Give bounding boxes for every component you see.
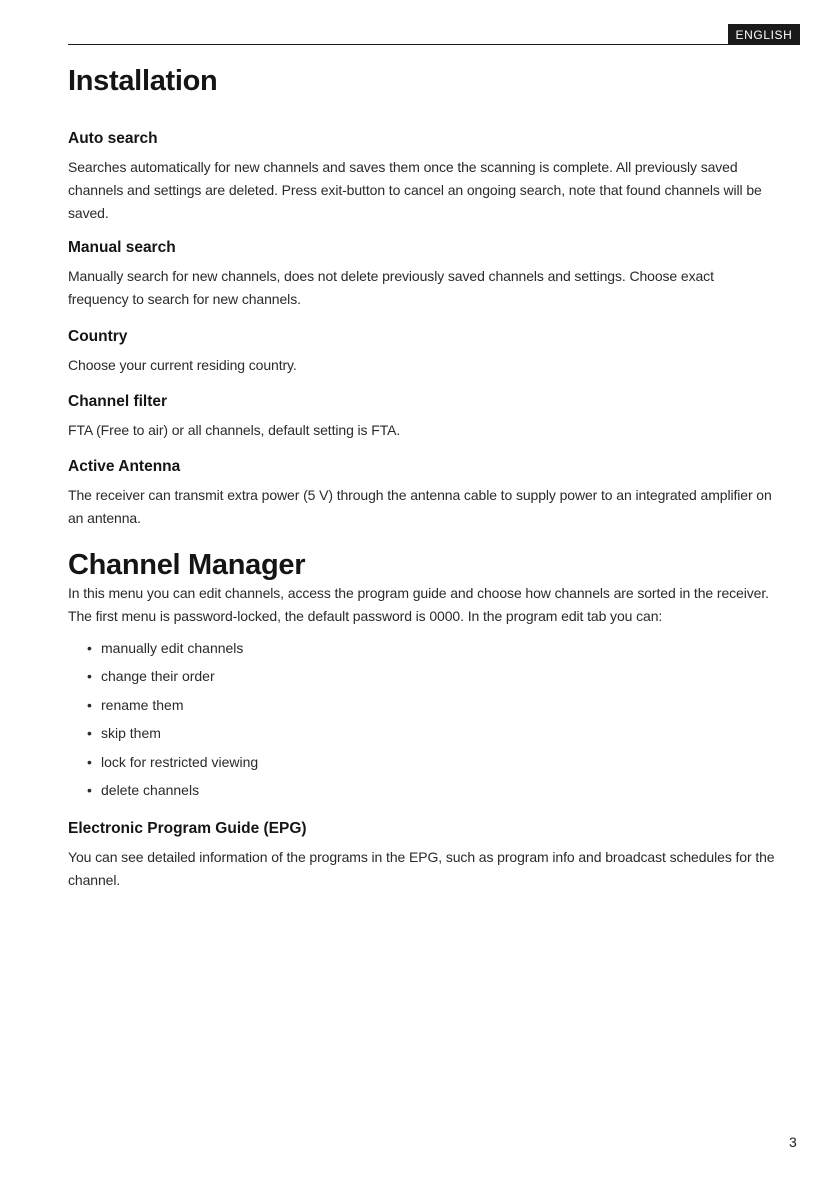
epg-text: You can see detailed information of the programs in the EPG, such as program info and broadcast schedules for the channel. xyxy=(68,849,775,889)
auto-search-text: Searches automatically for new channels and saves them once the scanning is complete. All previously saved channels and settings are deleted. Press exit-button to cancel an ongoing search, note that found channels will be saved. xyxy=(68,159,762,221)
country-heading: Country xyxy=(68,328,128,345)
list-item: • skip them xyxy=(68,719,778,747)
active-antenna-heading: Active Antenna xyxy=(68,458,181,475)
country-text: Choose your current residing country. xyxy=(68,357,297,373)
installation-title: Installation xyxy=(68,65,218,97)
list-item: • manually edit channels xyxy=(68,634,778,662)
auto-search-heading: Auto search xyxy=(68,130,158,147)
list-item: • change their order xyxy=(68,662,778,690)
header-rule xyxy=(68,44,800,45)
channel-filter-text: FTA (Free to air) or all channels, default setting is FTA. xyxy=(68,422,401,438)
language-badge: ENGLISH xyxy=(728,24,800,45)
list-item: • lock for restricted viewing xyxy=(68,748,778,776)
channel-manager-intro: In this menu you can edit channels, access the program guide and choose how channels are sorted in the receiver. The first menu is password-locked, the default password is 0000. In the program edit tab you can: xyxy=(68,585,769,624)
page-content xyxy=(68,60,778,892)
program-edit-list xyxy=(68,634,778,804)
manual-search-text: Manually search for new channels, does not delete previously saved channels and settings. Choose exact frequency to search for new channels. xyxy=(68,268,714,307)
page-number: 3 xyxy=(789,1134,797,1150)
channel-filter-heading: Channel filter xyxy=(68,393,168,410)
list-item: • rename them xyxy=(68,691,778,719)
list-item: • delete channels xyxy=(68,776,778,804)
manual-search-heading: Manual search xyxy=(68,239,176,256)
epg-heading: Electronic Program Guide (EPG) xyxy=(68,820,307,838)
channel-manager-title: Channel Manager xyxy=(68,549,306,581)
active-antenna-text: The receiver can transmit extra power (5 V) through the antenna cable to supply power to an integrated amplifier on an antenna. xyxy=(68,487,772,526)
